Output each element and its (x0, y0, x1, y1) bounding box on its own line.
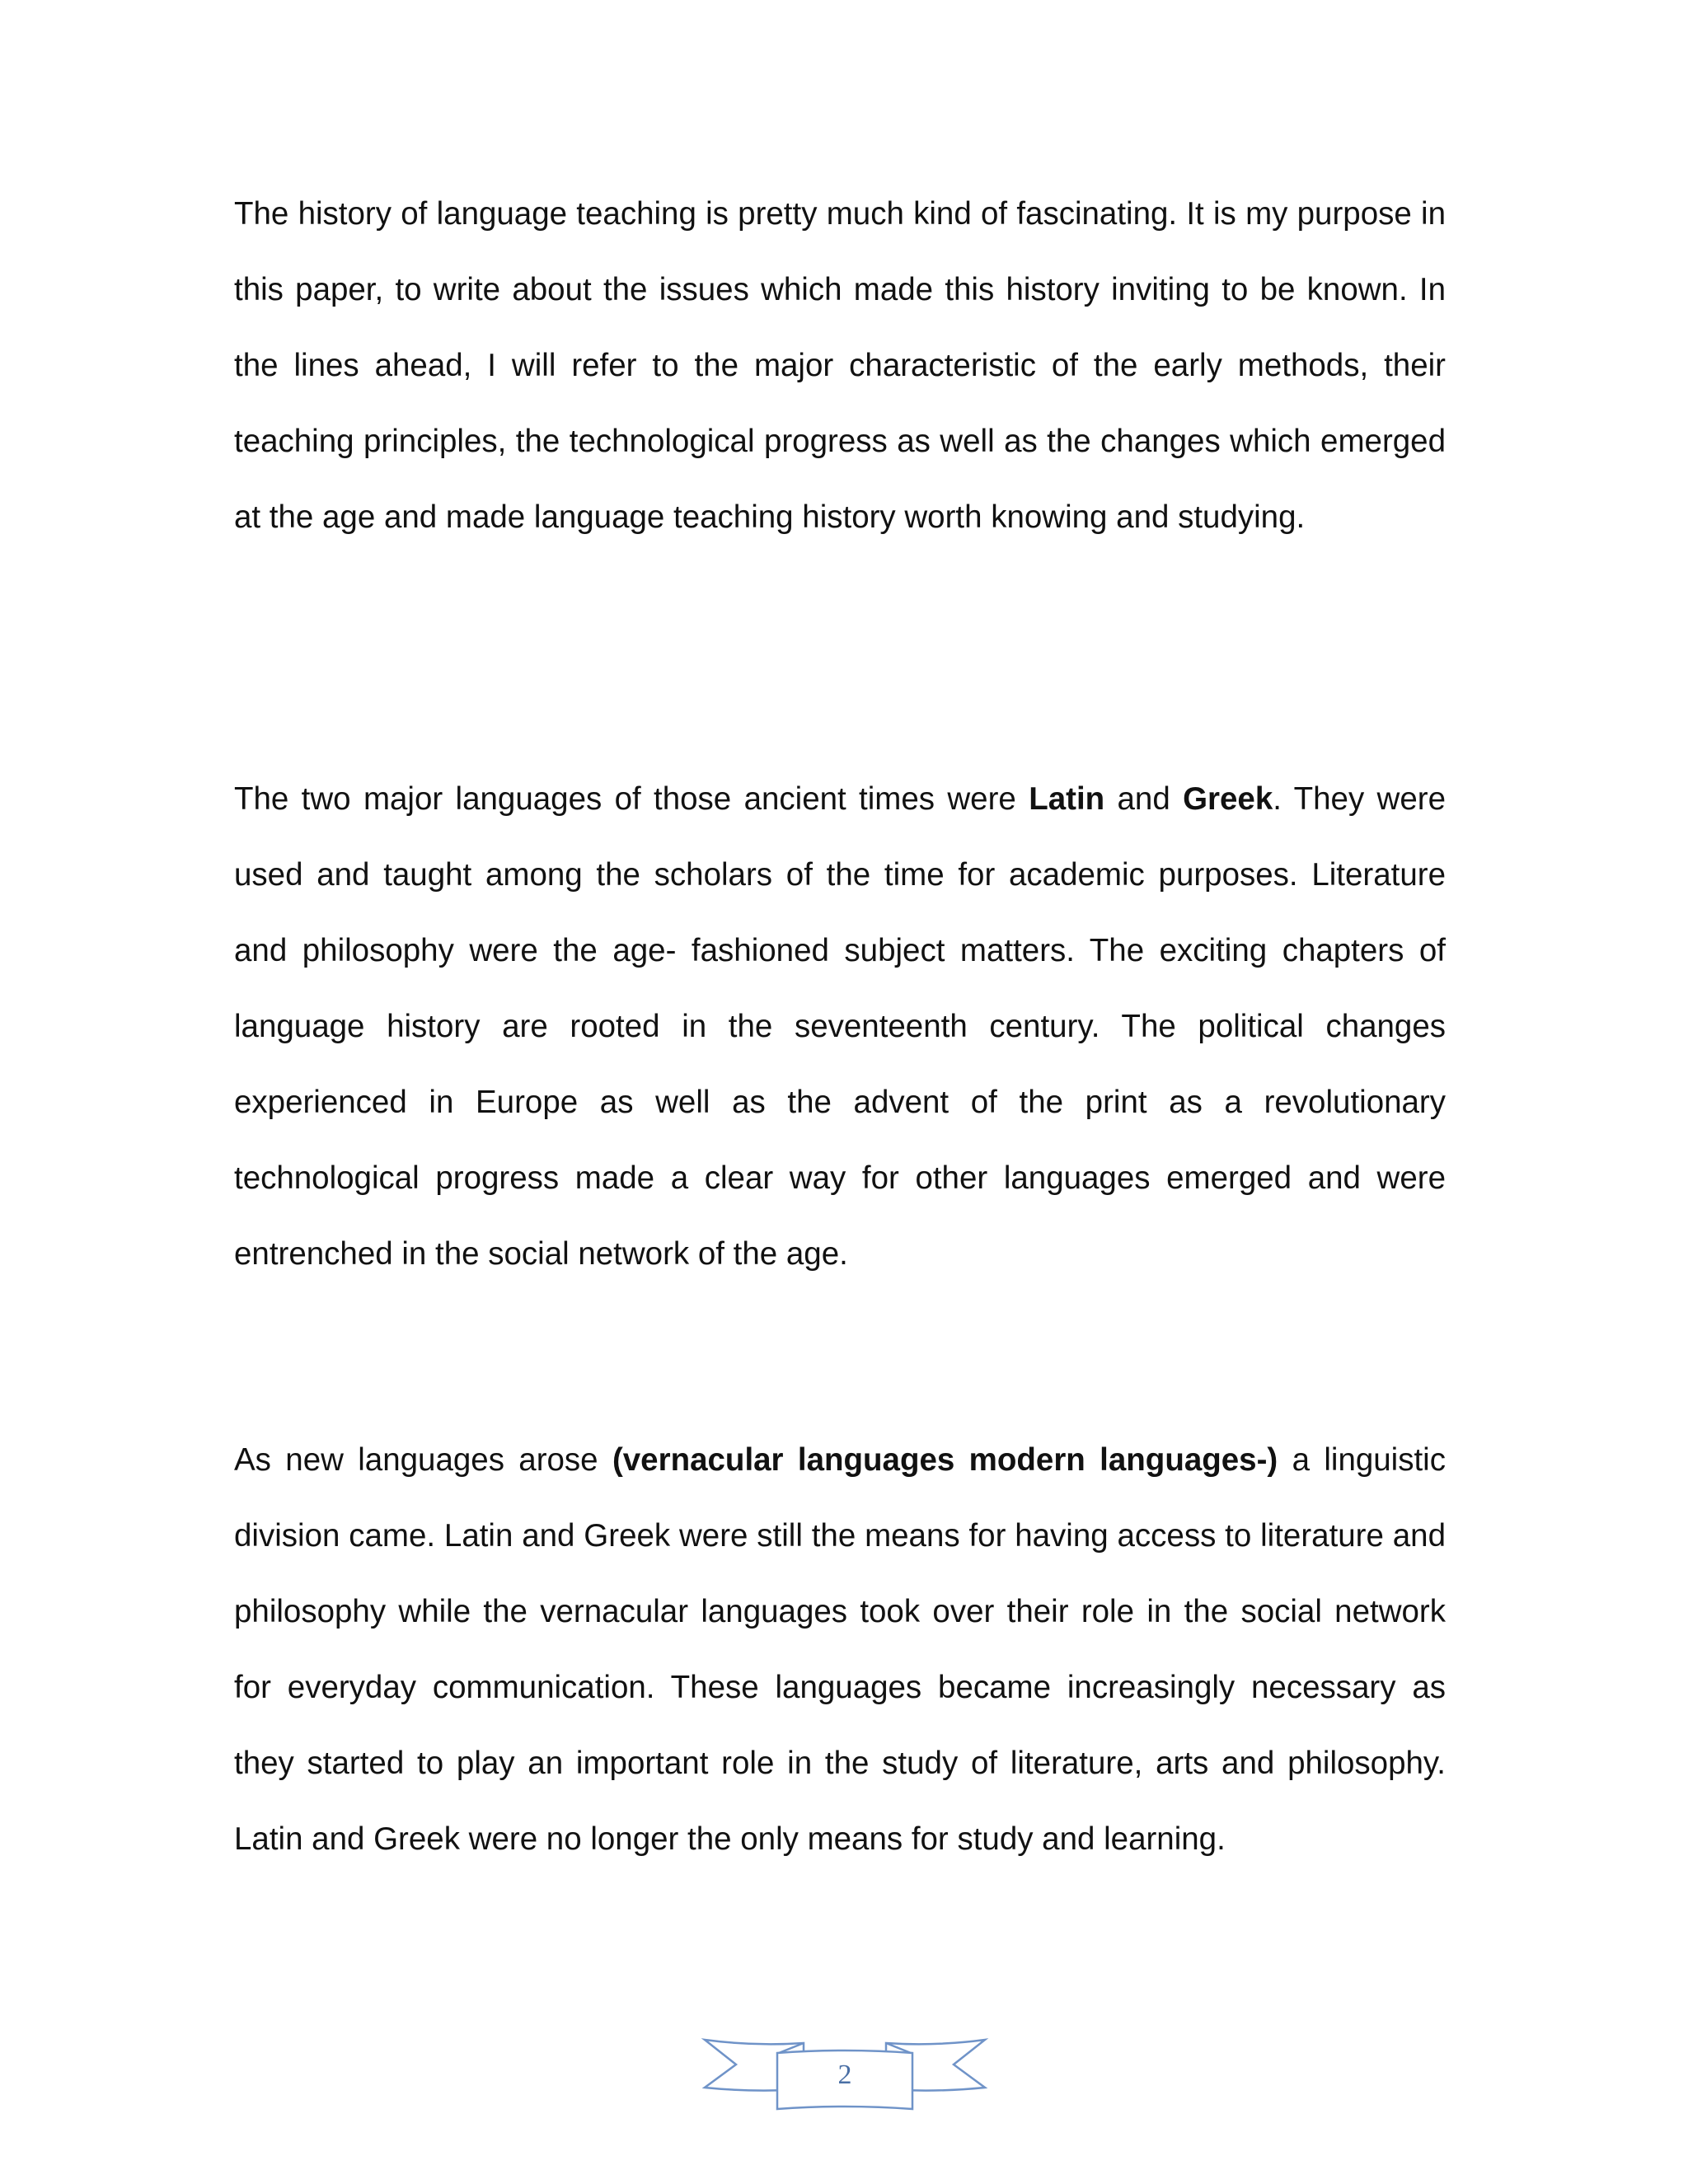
paragraph-vernacular-text-1: As new languages arose (234, 1442, 612, 1478)
bold-term-latin: Latin (1029, 781, 1105, 817)
bold-term-greek: Greek (1183, 781, 1273, 817)
page-number-ribbon (696, 2032, 993, 2122)
paragraph-ancient-languages-text-1: The two major languages of those ancient times were (234, 781, 1029, 817)
paragraph-ancient-languages (234, 762, 1446, 1292)
paragraph-vernacular-languages (234, 1422, 1446, 1877)
paragraph-ancient-languages-text-3: . They were used and taught among the scholars of the time for academic purposes. Literature and philosophy were the age- fashioned subject matters. The exciting chapters of language history are rooted in the seventeenth century. The political changes experienced in Europe as well as the advent of the print as a revolutionary technological progress made a clear way for other languages emerged and were entrenched in the social network of the age. (234, 781, 1446, 1272)
page-number: 2 (837, 2060, 852, 2090)
paragraph-intro-text: The history of language teaching is pretty much kind of fascinating. It is my purpose in this paper, to write about the issues which made this history inviting to be known. In the lines ahead, I will refer to the major characteristic of the early methods, their teaching principles, the technological progress as well as the changes which emerged at the age and made language teaching history worth knowing and studying. (234, 196, 1446, 535)
paragraph-ancient-languages-text-2: and (1104, 781, 1184, 817)
paragraph-intro (234, 176, 1446, 555)
bold-term-vernacular: (vernacular languages modern languages-) (612, 1442, 1278, 1478)
paragraph-vernacular-text-2: a linguistic division came. Latin and Greek were still the means for having access to literature and philosophy while the vernacular languages took over their role in the social network for everyday communication. These languages became increasingly necessary as they started to play an important role in the study of literature, arts and philosophy. Latin and Greek were no longer the only means for study and learning. (234, 1442, 1446, 1857)
